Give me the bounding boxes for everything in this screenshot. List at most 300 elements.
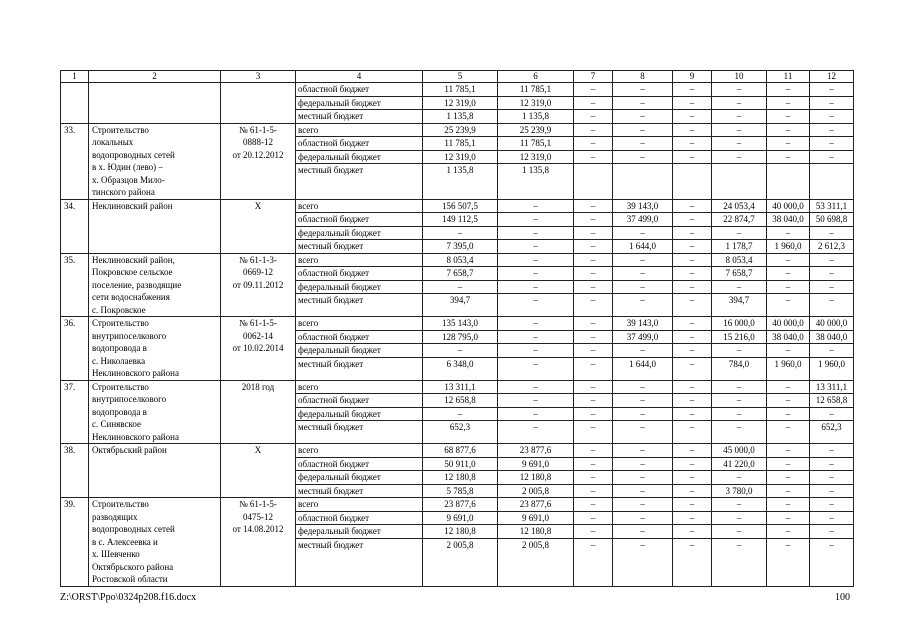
amount-cell: 1 178,7: [712, 240, 767, 254]
amount-cell: –: [613, 253, 673, 267]
amount-cell: 40 000,0: [767, 199, 810, 213]
funding-source: всего: [296, 498, 423, 512]
amount-cell: –: [498, 357, 574, 380]
amount-cell: 12 180,8: [423, 471, 498, 485]
funding-source: областной бюджет: [296, 457, 423, 471]
amount-cell: –: [613, 538, 673, 586]
column-header: 11: [767, 71, 810, 83]
amount-cell: –: [613, 123, 673, 137]
amount-cell: –: [712, 380, 767, 394]
amount-cell: 23 877,6: [498, 444, 574, 458]
row-number: 38.: [61, 444, 89, 498]
amount-cell: 37 499,0: [613, 330, 673, 344]
amount-cell: –: [574, 317, 613, 331]
object-name: [89, 444, 221, 498]
amount-cell: –: [712, 407, 767, 421]
amount-cell: –: [613, 421, 673, 444]
amount-cell: 12 319,0: [423, 96, 498, 110]
amount-cell: –: [712, 110, 767, 124]
amount-cell: –: [810, 96, 854, 110]
amount-cell: 9 691,0: [498, 457, 574, 471]
object-name: [89, 253, 221, 317]
amount-cell: –: [574, 484, 613, 498]
amount-cell: –: [613, 267, 673, 281]
document-ref: [221, 83, 296, 124]
object-name-line: в х. Юдин (лево) –: [92, 162, 163, 172]
amount-cell: –: [767, 123, 810, 137]
amount-cell: 1 135,8: [498, 110, 574, 124]
amount-cell: –: [613, 83, 673, 97]
row-number: 37.: [61, 380, 89, 444]
amount-cell: –: [767, 253, 810, 267]
funding-source: федеральный бюджет: [296, 150, 423, 164]
object-name-line: Октябрьского района: [92, 561, 174, 572]
amount-cell: –: [673, 150, 712, 164]
amount-cell: –: [767, 538, 810, 586]
amount-cell: –: [613, 280, 673, 294]
amount-cell: –: [810, 511, 854, 525]
amount-cell: –: [498, 240, 574, 254]
amount-cell: –: [767, 421, 810, 444]
column-header: 5: [423, 71, 498, 83]
amount-cell: 2 005,8: [498, 538, 574, 586]
amount-cell: –: [673, 267, 712, 281]
amount-cell: 40 000,0: [810, 317, 854, 331]
funding-source: областной бюджет: [296, 330, 423, 344]
amount-cell: –: [423, 344, 498, 358]
amount-cell: –: [613, 407, 673, 421]
funding-source: федеральный бюджет: [296, 407, 423, 421]
amount-cell: 135 143,0: [423, 317, 498, 331]
amount-cell: –: [712, 83, 767, 97]
amount-cell: –: [673, 83, 712, 97]
amount-cell: 9 691,0: [423, 511, 498, 525]
amount-cell: –: [613, 110, 673, 124]
amount-cell: –: [673, 280, 712, 294]
amount-cell: 50 911,0: [423, 457, 498, 471]
amount-cell: –: [767, 471, 810, 485]
amount-cell: –: [498, 394, 574, 408]
amount-cell: –: [498, 199, 574, 213]
amount-cell: –: [574, 137, 613, 151]
amount-cell: –: [574, 511, 613, 525]
amount-cell: 38 040,0: [767, 330, 810, 344]
amount-cell: 1 644,0: [613, 240, 673, 254]
funding-source: областной бюджет: [296, 394, 423, 408]
amount-cell: –: [712, 280, 767, 294]
row-number: 33.: [61, 123, 89, 199]
amount-cell: –: [810, 280, 854, 294]
document-ref: [221, 380, 296, 444]
amount-cell: 39 143,0: [613, 317, 673, 331]
funding-source: местный бюджет: [296, 164, 423, 200]
amount-cell: –: [767, 380, 810, 394]
amount-cell: 149 112,5: [423, 213, 498, 227]
amount-cell: –: [767, 83, 810, 97]
object-name-line: локальных: [92, 137, 134, 147]
amount-cell: 394,7: [423, 294, 498, 317]
amount-cell: –: [673, 344, 712, 358]
amount-cell: 12 658,8: [423, 394, 498, 408]
funding-source: всего: [296, 444, 423, 458]
amount-cell: 8 053,4: [423, 253, 498, 267]
amount-cell: 12 319,0: [498, 150, 574, 164]
object-name-line: сети водоснабжения: [92, 292, 170, 302]
amount-cell: [574, 164, 613, 200]
amount-cell: –: [810, 83, 854, 97]
amount-cell: –: [810, 407, 854, 421]
column-header: 7: [574, 71, 613, 83]
amount-cell: –: [498, 267, 574, 281]
amount-cell: 25 239,9: [498, 123, 574, 137]
amount-cell: 12 180,8: [498, 525, 574, 539]
object-name: [89, 199, 221, 253]
document-ref-line: № 61-1-5-: [239, 124, 277, 135]
document-ref: [221, 444, 296, 498]
document-ref-line: № 61-1-5-: [239, 318, 277, 328]
amount-cell: 39 143,0: [613, 199, 673, 213]
document-ref: [221, 253, 296, 317]
amount-cell: –: [810, 253, 854, 267]
amount-cell: –: [423, 226, 498, 240]
amount-cell: –: [767, 267, 810, 281]
amount-cell: –: [673, 444, 712, 458]
funding-source: федеральный бюджет: [296, 471, 423, 485]
object-name-line: Неклиновского района: [92, 368, 179, 378]
column-header: 1: [61, 71, 89, 83]
object-name-line: поселение, разводящие: [92, 279, 182, 290]
document-ref: [221, 199, 296, 253]
amount-cell: –: [712, 123, 767, 137]
table-row: [61, 444, 854, 458]
amount-cell: –: [712, 511, 767, 525]
amount-cell: –: [673, 380, 712, 394]
amount-cell: 12 319,0: [423, 150, 498, 164]
amount-cell: 128 795,0: [423, 330, 498, 344]
amount-cell: –: [673, 357, 712, 380]
document-ref: [221, 498, 296, 587]
funding-source: федеральный бюджет: [296, 96, 423, 110]
amount-cell: –: [767, 294, 810, 317]
amount-cell: 9 691,0: [498, 511, 574, 525]
amount-cell: –: [673, 484, 712, 498]
funding-source: местный бюджет: [296, 294, 423, 317]
document-ref-line: 0888-12: [243, 137, 273, 147]
amount-cell: –: [810, 484, 854, 498]
amount-cell: 394,7: [712, 294, 767, 317]
object-name: [89, 83, 221, 124]
amount-cell: 38 040,0: [810, 330, 854, 344]
funding-source: местный бюджет: [296, 110, 423, 124]
amount-cell: –: [613, 525, 673, 539]
amount-cell: 11 785,1: [423, 137, 498, 151]
amount-cell: –: [767, 457, 810, 471]
object-name-line: водопровода в: [92, 406, 147, 417]
amount-cell: 22 874,7: [712, 213, 767, 227]
amount-cell: 11 785,1: [498, 83, 574, 97]
amount-cell: –: [810, 344, 854, 358]
amount-cell: –: [712, 137, 767, 151]
funding-source: федеральный бюджет: [296, 344, 423, 358]
amount-cell: –: [673, 213, 712, 227]
amount-cell: 12 658,8: [810, 394, 854, 408]
amount-cell: –: [712, 226, 767, 240]
amount-cell: –: [574, 407, 613, 421]
funding-source: местный бюджет: [296, 538, 423, 586]
amount-cell: –: [574, 538, 613, 586]
funding-source: федеральный бюджет: [296, 226, 423, 240]
amount-cell: 41 220,0: [712, 457, 767, 471]
amount-cell: –: [574, 123, 613, 137]
amount-cell: –: [673, 498, 712, 512]
amount-cell: –: [574, 213, 613, 227]
amount-cell: –: [810, 471, 854, 485]
amount-cell: –: [574, 344, 613, 358]
amount-cell: 7 658,7: [423, 267, 498, 281]
amount-cell: –: [767, 280, 810, 294]
document-ref: [221, 317, 296, 381]
amount-cell: –: [767, 394, 810, 408]
amount-cell: –: [574, 394, 613, 408]
funding-source: всего: [296, 380, 423, 394]
amount-cell: –: [673, 471, 712, 485]
funding-source: местный бюджет: [296, 484, 423, 498]
object-name: [89, 317, 221, 381]
amount-cell: –: [613, 380, 673, 394]
amount-cell: –: [423, 280, 498, 294]
amount-cell: 12 180,8: [498, 471, 574, 485]
document-ref-line: Х: [254, 200, 262, 211]
row-number: 39.: [61, 498, 89, 587]
amount-cell: –: [767, 150, 810, 164]
amount-cell: –: [673, 96, 712, 110]
amount-cell: –: [767, 511, 810, 525]
amount-cell: –: [767, 344, 810, 358]
amount-cell: –: [673, 240, 712, 254]
amount-cell: 40 000,0: [767, 317, 810, 331]
amount-cell: 23 877,6: [498, 498, 574, 512]
funding-source: всего: [296, 123, 423, 137]
amount-cell: [810, 164, 854, 200]
document-ref-line: от 20.12.2012: [232, 149, 284, 160]
amount-cell: 156 507,5: [423, 199, 498, 213]
amount-cell: –: [498, 317, 574, 331]
funding-source: всего: [296, 317, 423, 331]
object-name-line: Строительство: [92, 124, 149, 135]
amount-cell: –: [767, 226, 810, 240]
amount-cell: –: [767, 444, 810, 458]
amount-cell: –: [712, 421, 767, 444]
amount-cell: –: [613, 294, 673, 317]
amount-cell: [613, 164, 673, 200]
amount-cell: –: [673, 525, 712, 539]
amount-cell: 1 960,0: [810, 357, 854, 380]
document-ref: [221, 123, 296, 199]
amount-cell: –: [574, 240, 613, 254]
amount-cell: 37 499,0: [613, 213, 673, 227]
amount-cell: –: [767, 498, 810, 512]
amount-cell: –: [673, 137, 712, 151]
amount-cell: 7 658,7: [712, 267, 767, 281]
document-ref-line: от 10.02.2014: [232, 343, 284, 353]
object-name-line: с. Николаевка: [92, 355, 146, 366]
amount-cell: –: [673, 294, 712, 317]
amount-cell: –: [613, 137, 673, 151]
amount-cell: –: [810, 444, 854, 458]
amount-cell: –: [712, 471, 767, 485]
column-header: 8: [613, 71, 673, 83]
amount-cell: –: [423, 407, 498, 421]
amount-cell: –: [712, 96, 767, 110]
amount-cell: –: [767, 525, 810, 539]
amount-cell: –: [574, 525, 613, 539]
object-name: [89, 123, 221, 199]
amount-cell: –: [810, 137, 854, 151]
amount-cell: 784,0: [712, 357, 767, 380]
row-number: 35.: [61, 253, 89, 317]
amount-cell: –: [810, 294, 854, 317]
amount-cell: 15 216,0: [712, 330, 767, 344]
amount-cell: [673, 164, 712, 200]
page-number: 100: [835, 592, 850, 603]
amount-cell: –: [712, 525, 767, 539]
table-row: [61, 498, 854, 512]
column-header: 3: [221, 71, 296, 83]
amount-cell: 3 780,0: [712, 484, 767, 498]
object-name-line: Ростовской области: [92, 574, 168, 584]
amount-cell: –: [574, 267, 613, 281]
funding-source: всего: [296, 199, 423, 213]
amount-cell: –: [613, 344, 673, 358]
object-name-line: Октябрьский район: [92, 445, 167, 455]
object-name-line: тинского района: [92, 187, 155, 197]
amount-cell: –: [613, 511, 673, 525]
amount-cell: –: [498, 380, 574, 394]
table-row: [61, 317, 854, 331]
object-name: [89, 380, 221, 444]
object-name-line: Неклиновский район,: [92, 254, 175, 265]
funding-source: всего: [296, 253, 423, 267]
amount-cell: 1 135,8: [423, 110, 498, 124]
column-header: 2: [89, 71, 221, 83]
object-name-line: х. Шевченко: [92, 549, 140, 559]
amount-cell: –: [574, 498, 613, 512]
document-ref-line: 0669-12: [243, 267, 273, 277]
table-row: [61, 199, 854, 213]
amount-cell: –: [574, 457, 613, 471]
amount-cell: 11 785,1: [498, 137, 574, 151]
amount-cell: –: [673, 110, 712, 124]
funding-source: местный бюджет: [296, 357, 423, 380]
file-path-footer: Z:\ORST\Ppo\0324p208.f16.docx: [60, 592, 197, 603]
amount-cell: 12 180,8: [423, 525, 498, 539]
amount-cell: –: [712, 394, 767, 408]
amount-cell: –: [767, 137, 810, 151]
amount-cell: –: [810, 226, 854, 240]
row-number: 36.: [61, 317, 89, 381]
funding-source: местный бюджет: [296, 240, 423, 254]
funding-source: областной бюджет: [296, 267, 423, 281]
object-name-line: с. Покровское: [92, 304, 146, 315]
amount-cell: 6 348,0: [423, 357, 498, 380]
amount-cell: –: [574, 280, 613, 294]
column-header: 10: [712, 71, 767, 83]
amount-cell: 1 135,8: [423, 164, 498, 200]
object-name-line: внутрипоселкового: [92, 394, 167, 404]
amount-cell: 23 877,6: [423, 498, 498, 512]
amount-cell: 16 000,0: [712, 317, 767, 331]
amount-cell: –: [712, 344, 767, 358]
table-row: [61, 253, 854, 267]
object-name-line: водопровода в: [92, 343, 147, 353]
amount-cell: –: [613, 457, 673, 471]
amount-cell: –: [673, 123, 712, 137]
amount-cell: 8 053,4: [712, 253, 767, 267]
amount-cell: –: [712, 498, 767, 512]
amount-cell: 1 960,0: [767, 357, 810, 380]
amount-cell: –: [712, 150, 767, 164]
amount-cell: –: [574, 330, 613, 344]
column-header: 4: [296, 71, 423, 83]
budget-table: [60, 70, 854, 587]
document-ref-line: 0475-12: [243, 511, 273, 522]
document-ref-line: от 14.08.2012: [232, 524, 284, 534]
document-ref-line: 0062-14: [243, 330, 273, 341]
amount-cell: [712, 164, 767, 200]
amount-cell: –: [574, 357, 613, 380]
amount-cell: –: [810, 538, 854, 586]
amount-cell: 25 239,9: [423, 123, 498, 137]
amount-cell: –: [574, 150, 613, 164]
document-ref-line: Х: [254, 445, 262, 455]
column-header: 12: [810, 71, 854, 83]
table-row: [61, 83, 854, 97]
amount-cell: –: [673, 226, 712, 240]
amount-cell: –: [810, 525, 854, 539]
amount-cell: –: [767, 484, 810, 498]
amount-cell: –: [574, 226, 613, 240]
amount-cell: 45 000,0: [712, 444, 767, 458]
amount-cell: –: [498, 330, 574, 344]
object-name-line: Строительство: [92, 318, 149, 328]
amount-cell: –: [810, 150, 854, 164]
amount-cell: –: [767, 96, 810, 110]
object-name-line: водопроводных сетей: [92, 524, 175, 534]
amount-cell: –: [613, 96, 673, 110]
amount-cell: 11 785,1: [423, 83, 498, 97]
amount-cell: –: [810, 498, 854, 512]
amount-cell: 1 960,0: [767, 240, 810, 254]
document-ref-line: 2018 год: [241, 381, 275, 392]
amount-cell: 53 311,1: [810, 199, 854, 213]
amount-cell: –: [673, 421, 712, 444]
amount-cell: 68 877,6: [423, 444, 498, 458]
amount-cell: 50 698,8: [810, 213, 854, 227]
object-name-line: в с. Алексеевка и: [92, 536, 158, 547]
amount-cell: 38 040,0: [767, 213, 810, 227]
amount-cell: –: [613, 150, 673, 164]
funding-source: федеральный бюджет: [296, 280, 423, 294]
amount-cell: –: [498, 407, 574, 421]
amount-cell: –: [810, 123, 854, 137]
object-name-line: х. Образцов Мило-: [92, 174, 165, 185]
amount-cell: –: [498, 213, 574, 227]
table-row: [61, 123, 854, 137]
amount-cell: –: [613, 484, 673, 498]
amount-cell: –: [613, 226, 673, 240]
funding-source: федеральный бюджет: [296, 525, 423, 539]
column-header: 6: [498, 71, 574, 83]
